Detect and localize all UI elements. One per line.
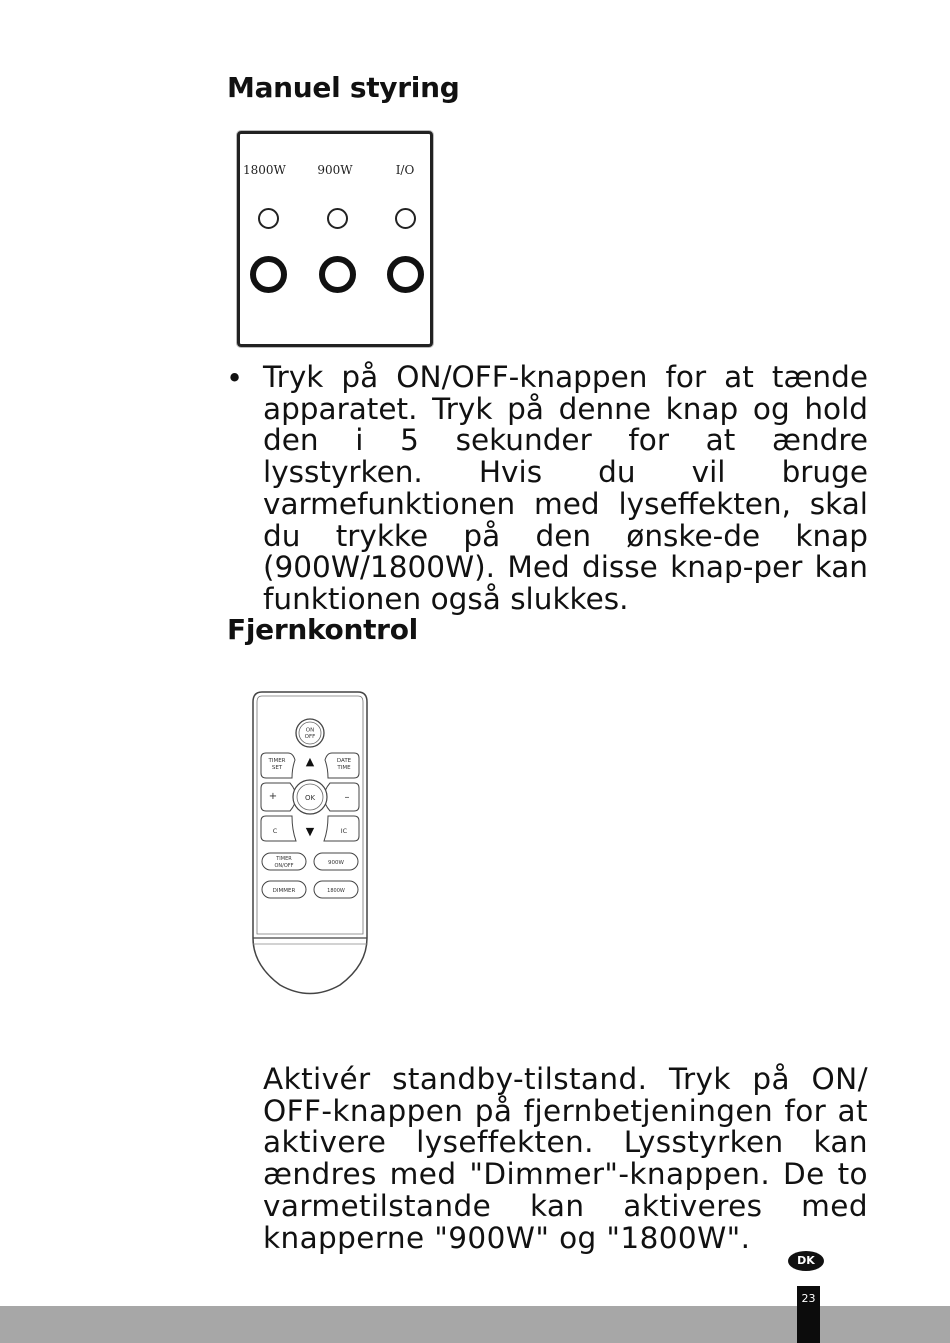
timer-set-bottom: SET [271,765,283,771]
off-label: OFF [304,734,316,740]
up-arrow-icon: ▲ [305,755,315,768]
timer-onoff-top: TIMER [276,856,292,862]
page-number-tab: 23 [797,1286,820,1343]
btn-900w-label: 900W [328,860,344,866]
button-900w [319,256,356,293]
indicator-light-1800w [258,208,279,229]
date-time-bottom: TIME [337,765,351,771]
on-off-button [296,719,324,747]
manual-instructions: Tryk på ON/OFF-knappen for at tænde apparatet. Tryk på denne knap og hold den i 5 sekunder for at ændre lysstyrken. Hvis du vil bruge varmefunktionen med lyseffekten, skal du trykke på den ønske-de knap (900W/1800W). Med disse knap-per kan funktionen også slukkes. [263,360,868,616]
timer-onoff-bottom: ON/OFF [274,863,294,869]
panel-label-1800w: 1800W [243,163,286,177]
navigation-cluster [261,753,359,841]
section-heading-manual: Manuel styring [227,71,460,104]
panel-label-900w: 900W [317,163,353,177]
down-arrow-icon: ▼ [305,825,315,838]
button-1800w [250,256,287,293]
dimmer-label: DIMMER [272,888,296,894]
bullet-point: • [226,361,244,395]
ok-label: OK [304,794,316,802]
button-io [387,256,424,293]
indicator-light-900w [327,208,348,229]
c-label: C [272,827,278,835]
on-label: ON [305,727,315,734]
minus-label: – [344,792,350,803]
plus-label: + [268,791,278,802]
btn-1800w-label: 1800W [327,888,345,894]
date-time-top: DATE [336,758,352,764]
remote-control-illustration [250,690,370,1000]
timer-set-top: TIMER [268,758,286,764]
control-panel-illustration [237,131,433,347]
remote-instructions: Aktivér standby-tilstand. Tryk på ON/ OFF-knappen på fjernbetjeningen for at aktivere lyseffekten. Lysstyrken kan ændres med "Dimmer"-knappen. De to varmetilstande kan aktiveres med knapperne "900W" og "1800W". [263,1062,868,1255]
ic-label: IC [340,827,348,835]
section-heading-remote: Fjernkontrol [227,613,418,646]
language-badge: DK [788,1251,824,1271]
indicator-light-io [395,208,416,229]
panel-label-io: I/O [395,163,415,177]
